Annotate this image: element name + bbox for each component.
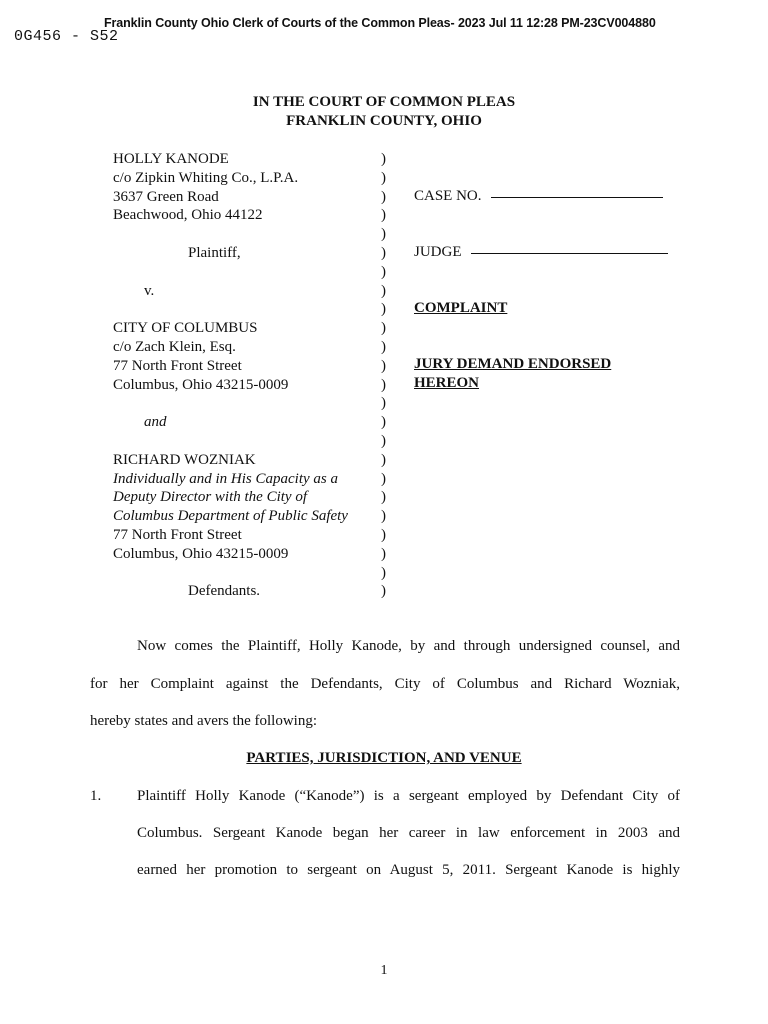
- caption-paren: ): [381, 526, 386, 543]
- caption-paren: ): [381, 508, 386, 525]
- defendants-label: Defendants.: [188, 583, 261, 600]
- caption-paren: ): [381, 376, 386, 393]
- plaintiff-address-line: Beachwood, Ohio 44122: [113, 207, 263, 224]
- spacer: [113, 564, 348, 583]
- court-title: IN THE COURT OF COMMON PLEAS: [252, 94, 516, 110]
- caption-paren: ): [381, 151, 386, 167]
- versus-label: v.: [144, 282, 155, 299]
- spacer: [113, 394, 348, 413]
- and-label: and: [144, 414, 167, 431]
- plaintiff-address-line: c/o Zipkin Whiting Co., L.P.A.: [113, 169, 299, 186]
- caption-parentheses-column: [381, 150, 386, 601]
- spacer: [113, 432, 348, 451]
- caption-paren: ): [381, 545, 386, 562]
- spacer: [113, 263, 348, 282]
- section-heading: PARTIES, JURISDICTION, AND VENUE: [246, 750, 522, 766]
- court-county: FRANKLIN COUNTY, OHIO: [286, 113, 482, 129]
- intro-paragraph-line: Now comes the Plaintiff, Holly Kanode, by and through undersigned counsel, and: [137, 638, 680, 654]
- caption-paren: ): [381, 188, 386, 205]
- paragraph-number: 1.: [90, 788, 102, 804]
- defendant-1-address-line: 77 North Front Street: [113, 357, 242, 374]
- paragraph-1-line: earned her promotion to sergeant on August 5, 2011. Sergeant Kanode is highly: [137, 862, 680, 878]
- clerk-filing-stamp: Franklin County Ohio Clerk of Courts of the Common Pleas- 2023 Jul 11 12:28 PM-23CV004880: [104, 16, 656, 30]
- caption-paren: ): [381, 583, 386, 600]
- caption-paren: ): [381, 432, 386, 449]
- defendant-2-capacity-line: Deputy Director with the City of: [113, 489, 307, 506]
- defendant-1-name: CITY OF COLUMBUS: [113, 320, 258, 337]
- intro-paragraph-line: hereby states and avers the following:: [90, 713, 318, 729]
- complaint-title: COMPLAINT: [414, 300, 508, 316]
- caption-paren: ): [381, 301, 386, 318]
- defendant-2-capacity-line: Columbus Department of Public Safety: [113, 508, 348, 525]
- caption-paren: ): [381, 263, 386, 280]
- caption-paren: ): [381, 470, 386, 487]
- document-code: 0G456 - S52: [14, 28, 119, 45]
- defendant-2-capacity-line: Individually and in His Capacity as a: [113, 470, 338, 487]
- caption-paren: ): [381, 338, 386, 355]
- caption-paren: ): [381, 169, 386, 186]
- plaintiff-address-line: 3637 Green Road: [113, 188, 219, 205]
- caption-paren: ): [381, 395, 386, 412]
- caption-paren: ): [381, 226, 386, 243]
- judge-blank: [471, 253, 668, 254]
- defendant-1-address-line: c/o Zach Klein, Esq.: [113, 338, 236, 355]
- jury-demand-line: JURY DEMAND ENDORSED: [414, 356, 612, 372]
- defendant-2-name: RICHARD WOZNIAK: [113, 451, 256, 468]
- defendant-2-address-line: Columbus, Ohio 43215-0009: [113, 545, 289, 562]
- case-number-blank: [491, 197, 663, 198]
- caption-paren: ): [381, 357, 386, 374]
- case-number-field: [414, 188, 663, 205]
- caption-paren: ): [381, 244, 386, 261]
- case-number-label: CASE NO.: [414, 188, 482, 204]
- caption-paren: ): [381, 414, 386, 431]
- caption-parties: [113, 150, 348, 601]
- judge-field: [414, 244, 668, 261]
- jury-demand-line: HEREON: [414, 375, 480, 391]
- caption-paren: ): [381, 489, 386, 506]
- caption-paren: ): [381, 207, 386, 224]
- plaintiff-label: Plaintiff,: [188, 244, 241, 261]
- spacer: [113, 300, 348, 319]
- caption-paren: ): [381, 451, 386, 468]
- paragraph-1-line: Plaintiff Holly Kanode (“Kanode”) is a sergeant employed by Defendant City of: [137, 788, 680, 804]
- caption-paren: ): [381, 564, 386, 581]
- defendant-1-address-line: Columbus, Ohio 43215-0009: [113, 376, 289, 393]
- judge-label: JUDGE: [414, 244, 462, 260]
- caption-paren: ): [381, 320, 386, 337]
- paragraph-1-line: Columbus. Sergeant Kanode began her career in law enforcement in 2003 and: [137, 825, 680, 841]
- intro-paragraph-line: for her Complaint against the Defendants, City of Columbus and Richard Wozniak,: [90, 676, 680, 692]
- spacer: [113, 225, 348, 244]
- caption-paren: ): [381, 282, 386, 299]
- plaintiff-name: HOLLY KANODE: [113, 151, 229, 167]
- page-number: 1: [380, 963, 388, 978]
- defendant-2-address-line: 77 North Front Street: [113, 526, 242, 543]
